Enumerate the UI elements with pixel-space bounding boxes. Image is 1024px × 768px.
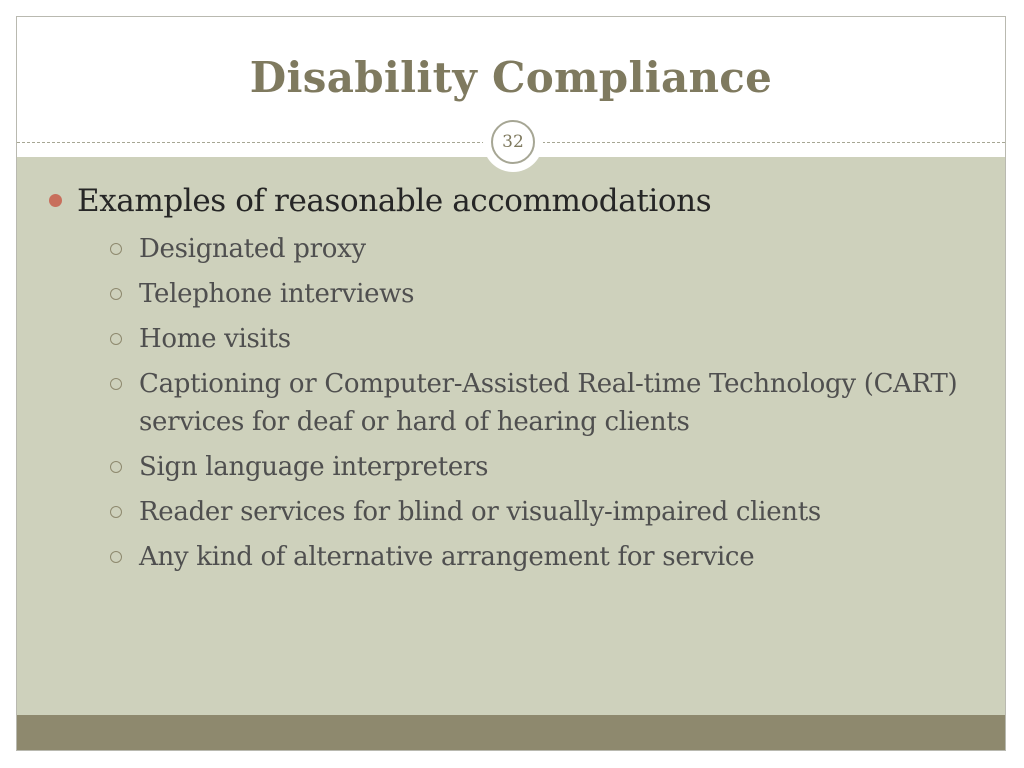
page-number-badge [483,112,543,172]
sub-bullet-item [77,538,985,576]
hollow-circle-bullet-icon [110,288,122,300]
sub-bullet-item [77,448,985,486]
sub-bullet-item [77,493,985,531]
sub-bullet-item [77,230,985,268]
hollow-circle-bullet-icon [110,243,122,255]
main-bullet-text: Examples of reasonable accommodations [77,183,712,219]
hollow-circle-bullet-icon [110,461,122,473]
hollow-circle-bullet-icon [110,551,122,563]
page-number: 32 [491,120,535,164]
sub-bullet-item [77,365,985,441]
sub-bullet-text: Designated proxy [139,234,366,264]
sub-bullet-list [77,230,985,576]
sub-bullet-text: Sign language interpreters [139,452,489,482]
sub-bullet-item [77,320,985,358]
slide-title: Disability Compliance [249,53,773,102]
hollow-circle-bullet-icon [110,506,122,518]
sub-bullet-text: Home visits [139,324,291,354]
sub-bullet-text: Telephone interviews [139,279,415,309]
sub-bullet-text: Reader services for blind or visually-impaired clients [139,497,821,527]
sub-bullet-item [77,275,985,313]
filled-circle-bullet-icon [49,194,62,207]
main-bullet [45,179,985,576]
sub-bullet-text: Any kind of alternative arrangement for service [139,542,755,572]
hollow-circle-bullet-icon [110,333,122,345]
sub-bullet-text: Captioning or Computer-Assisted Real-time Technology (CART) services for deaf or hard of hearing clients [139,369,958,437]
slide [16,16,1006,751]
bullet-list [45,179,985,576]
hollow-circle-bullet-icon [110,378,122,390]
footer-bar [17,715,1005,750]
